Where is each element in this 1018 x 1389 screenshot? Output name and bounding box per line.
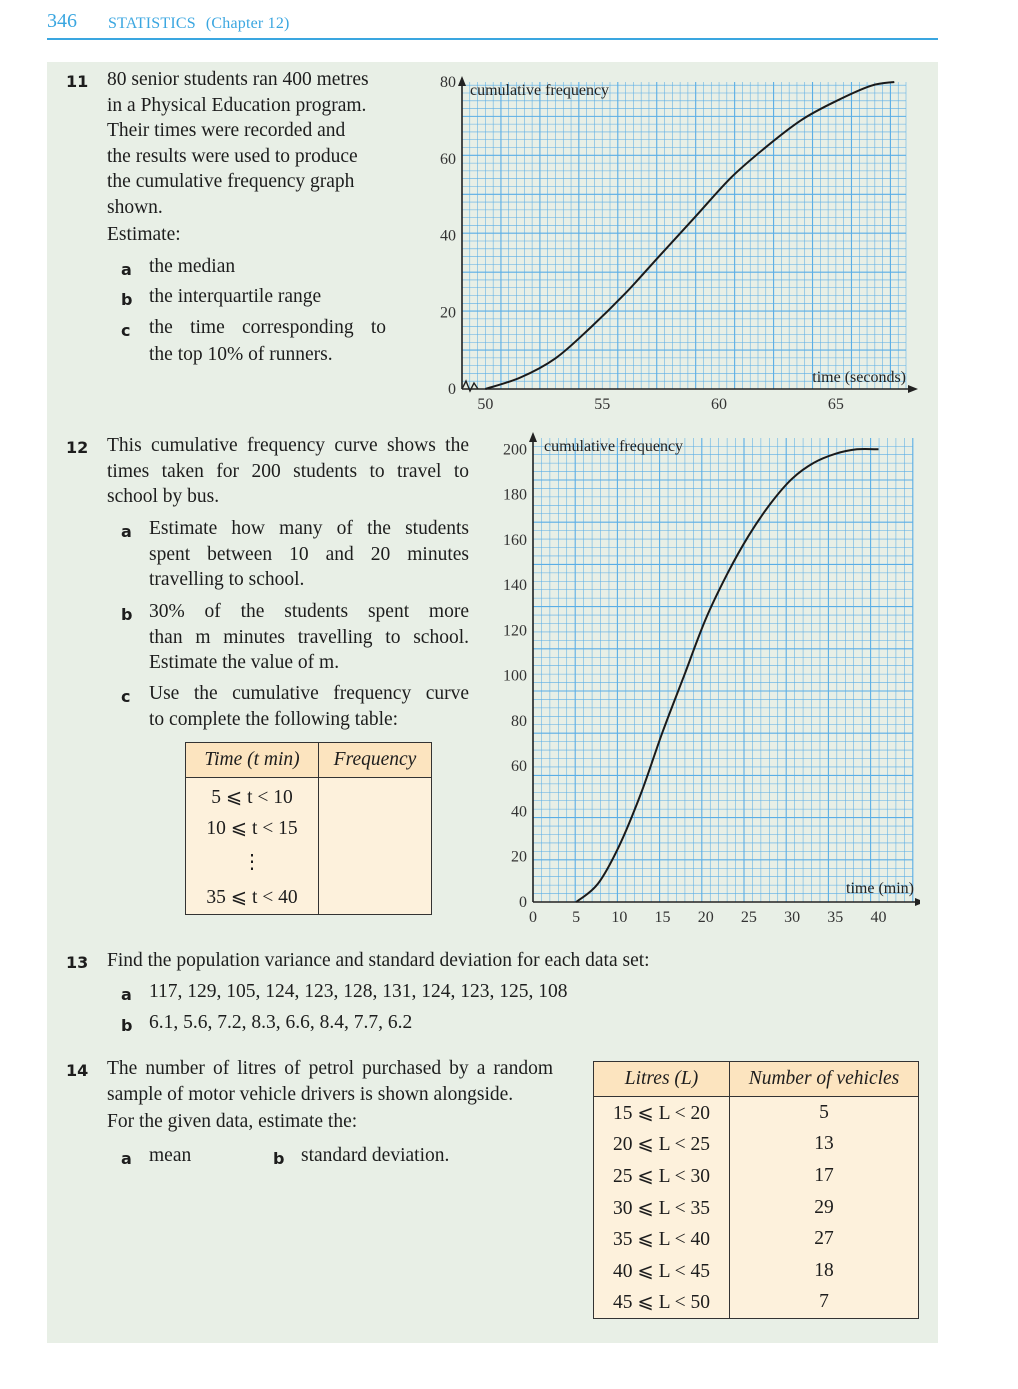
litres-cell: 40 ⩽ L < 45 <box>594 1255 730 1287</box>
q14-line: For the given data, estimate the: <box>107 1111 358 1133</box>
part-text <box>149 681 469 732</box>
vehicles-cell: 17 <box>730 1160 919 1192</box>
part-label: b <box>121 1016 133 1035</box>
y-axis-label: cumulative frequency <box>470 82 610 99</box>
question-number-11: 11 <box>66 72 89 91</box>
q11-line: shown. <box>107 196 163 218</box>
x-tick-label: 50 <box>477 396 494 413</box>
question-number-13: 13 <box>66 953 89 972</box>
table-row <box>594 1097 919 1129</box>
x-tick-label: 35 <box>827 909 844 926</box>
part-text <box>149 315 386 367</box>
table-row <box>186 844 432 880</box>
part-line: the top 10% of runners. <box>149 343 333 365</box>
part-label: a <box>121 260 132 279</box>
q11-line: Their times were recorded and <box>107 120 346 142</box>
part-label: c <box>121 687 131 706</box>
table-header: Frequency <box>319 743 432 778</box>
q12-line: school by bus. <box>107 486 220 508</box>
chart-axes <box>529 432 920 906</box>
part-text: mean <box>149 1145 192 1166</box>
table-row <box>186 880 432 915</box>
q12-line: times taken for 200 students to travel to <box>107 460 469 482</box>
frequency-cell[interactable] <box>319 778 432 813</box>
table-row <box>594 1223 919 1255</box>
y-tick-label: 80 <box>511 712 527 730</box>
part-line: than m minutes travelling to school. <box>149 626 469 648</box>
part-text <box>149 516 469 593</box>
q11-text <box>107 67 386 247</box>
q11-line: the cumulative frequency graph <box>107 171 355 193</box>
part-text: the interquartile range <box>149 286 322 307</box>
y-tick-label: 200 <box>503 441 527 459</box>
x-tick-label: 0 <box>529 909 537 926</box>
vehicles-cell: 7 <box>730 1287 919 1319</box>
table-header: Time (t min) <box>186 743 319 778</box>
part-label: b <box>273 1149 285 1168</box>
y-tick-label: 0 <box>519 894 527 911</box>
table-header: Litres (L) <box>594 1062 730 1097</box>
part-line: Estimate the value of m. <box>149 652 340 674</box>
table-row <box>594 1287 919 1319</box>
part-line: Estimate how many of the students <box>149 518 469 539</box>
table-row <box>594 1255 919 1287</box>
x-axis-label: time (seconds) <box>812 369 906 386</box>
table-cell: ⋮ <box>186 844 319 880</box>
y-tick-label: 20 <box>440 304 456 322</box>
y-tick-label: 160 <box>503 531 527 549</box>
y-tick-label: 40 <box>440 227 456 245</box>
part-label: b <box>121 290 133 309</box>
frequency-cell[interactable] <box>319 844 432 880</box>
chart-q12-bus-times <box>490 428 920 933</box>
table-cell: 5 ⩽ t < 10 <box>186 778 319 813</box>
y-tick-label: 20 <box>511 848 527 866</box>
litres-cell: 15 ⩽ L < 20 <box>594 1097 730 1129</box>
chapter-label: (Chapter 12) <box>205 15 290 32</box>
page-header <box>47 10 938 40</box>
y-tick-label: 180 <box>503 486 527 504</box>
litres-cell: 30 ⩽ L < 35 <box>594 1192 730 1224</box>
x-tick-label: 15 <box>654 909 671 926</box>
q14-line: The number of litres of petrol purchased by a random <box>107 1058 553 1079</box>
question-number-14: 14 <box>66 1061 89 1080</box>
y-axis-label: cumulative frequency <box>544 438 684 455</box>
table-row <box>594 1129 919 1161</box>
litres-cell: 25 ⩽ L < 30 <box>594 1160 730 1192</box>
y-tick-label: 80 <box>440 74 456 91</box>
y-tick-label: 0 <box>448 381 456 398</box>
q14-line: sample of motor vehicle drivers is shown alongside. <box>107 1083 514 1105</box>
vehicles-cell: 5 <box>730 1097 919 1129</box>
question-number-12: 12 <box>66 438 89 457</box>
part-label: a <box>121 522 132 541</box>
x-tick-label: 20 <box>697 909 714 926</box>
x-axis-label: time (min) <box>846 880 914 897</box>
part-text: the median <box>149 256 236 277</box>
part-text: 117, 129, 105, 124, 123, 128, 131, 124, 123, 125, 108 <box>149 981 568 1002</box>
part-line: the time corresponding to <box>149 317 386 338</box>
table-cell: 10 ⩽ t < 15 <box>186 812 319 844</box>
part-label: a <box>121 1149 132 1168</box>
y-axis-arrow <box>529 432 537 442</box>
vehicles-cell: 18 <box>730 1255 919 1287</box>
x-tick-label: 40 <box>870 909 887 926</box>
part-text <box>149 599 469 676</box>
table-header: Number of vehicles <box>730 1062 919 1097</box>
table-row <box>594 1160 919 1192</box>
q14-litres-table <box>593 1061 919 1319</box>
q11-line: 80 senior students ran 400 metres <box>107 69 369 90</box>
page-number: 346 <box>47 10 77 32</box>
vehicles-cell: 13 <box>730 1129 919 1161</box>
part-text: standard deviation. <box>301 1145 450 1166</box>
table-row <box>594 1192 919 1224</box>
q11-estimate: Estimate: <box>107 223 181 245</box>
x-tick-label: 55 <box>594 396 611 413</box>
x-tick-label: 65 <box>827 396 844 413</box>
x-axis-arrow <box>915 898 920 906</box>
y-tick-label: 40 <box>511 803 527 821</box>
y-tick-label: 120 <box>503 622 527 640</box>
table-row <box>186 812 432 844</box>
table-row <box>186 778 432 813</box>
y-tick-label: 100 <box>503 667 527 685</box>
q11-line: in a Physical Education program. <box>107 94 367 116</box>
part-line: spent between 10 and 20 minutes <box>149 543 469 565</box>
part-label: a <box>121 985 132 1004</box>
frequency-cell[interactable] <box>319 812 432 844</box>
y-axis-arrow <box>458 76 466 86</box>
part-line: Use the cumulative frequency curve <box>149 683 469 704</box>
y-tick-label: 60 <box>511 758 527 776</box>
part-text: 6.1, 5.6, 7.2, 8.3, 6.6, 8.4, 7.7, 6.2 <box>149 1012 413 1033</box>
part-label: b <box>121 605 133 624</box>
x-tick-label: 60 <box>711 396 728 413</box>
chart-q11-running-times <box>420 70 920 420</box>
section-title: STATISTICS <box>108 15 196 32</box>
q12-text <box>107 433 469 510</box>
x-tick-label: 25 <box>740 909 757 926</box>
part-line: to complete the following table: <box>149 708 399 730</box>
x-tick-label: 10 <box>611 909 628 926</box>
q12-frequency-table <box>185 742 432 915</box>
vehicles-cell: 29 <box>730 1192 919 1224</box>
chart-grid <box>462 82 906 389</box>
y-tick-label: 60 <box>440 150 456 168</box>
part-line: travelling to school. <box>149 569 305 591</box>
chapter-title <box>108 15 290 33</box>
y-tick-label: 140 <box>503 577 527 595</box>
q11-line: the results were used to produce <box>107 145 358 167</box>
chart-grid <box>533 438 913 902</box>
q12-line: This cumulative frequency curve shows the <box>107 435 469 456</box>
litres-cell: 35 ⩽ L < 40 <box>594 1223 730 1255</box>
litres-cell: 20 ⩽ L < 25 <box>594 1129 730 1161</box>
table-cell: 35 ⩽ t < 40 <box>186 880 319 915</box>
vehicles-cell: 27 <box>730 1223 919 1255</box>
part-label: c <box>121 321 131 340</box>
x-tick-label: 30 <box>784 909 801 926</box>
part-line: 30% of the students spent more <box>149 601 469 622</box>
x-tick-label: 5 <box>572 909 581 926</box>
litres-cell: 45 ⩽ L < 50 <box>594 1287 730 1319</box>
q14-text <box>107 1056 553 1135</box>
cumulative-frequency-curve <box>485 82 894 389</box>
x-axis-arrow <box>908 385 918 393</box>
q13-text: Find the population variance and standard deviation for each data set: <box>107 950 650 971</box>
frequency-cell[interactable] <box>319 880 432 915</box>
